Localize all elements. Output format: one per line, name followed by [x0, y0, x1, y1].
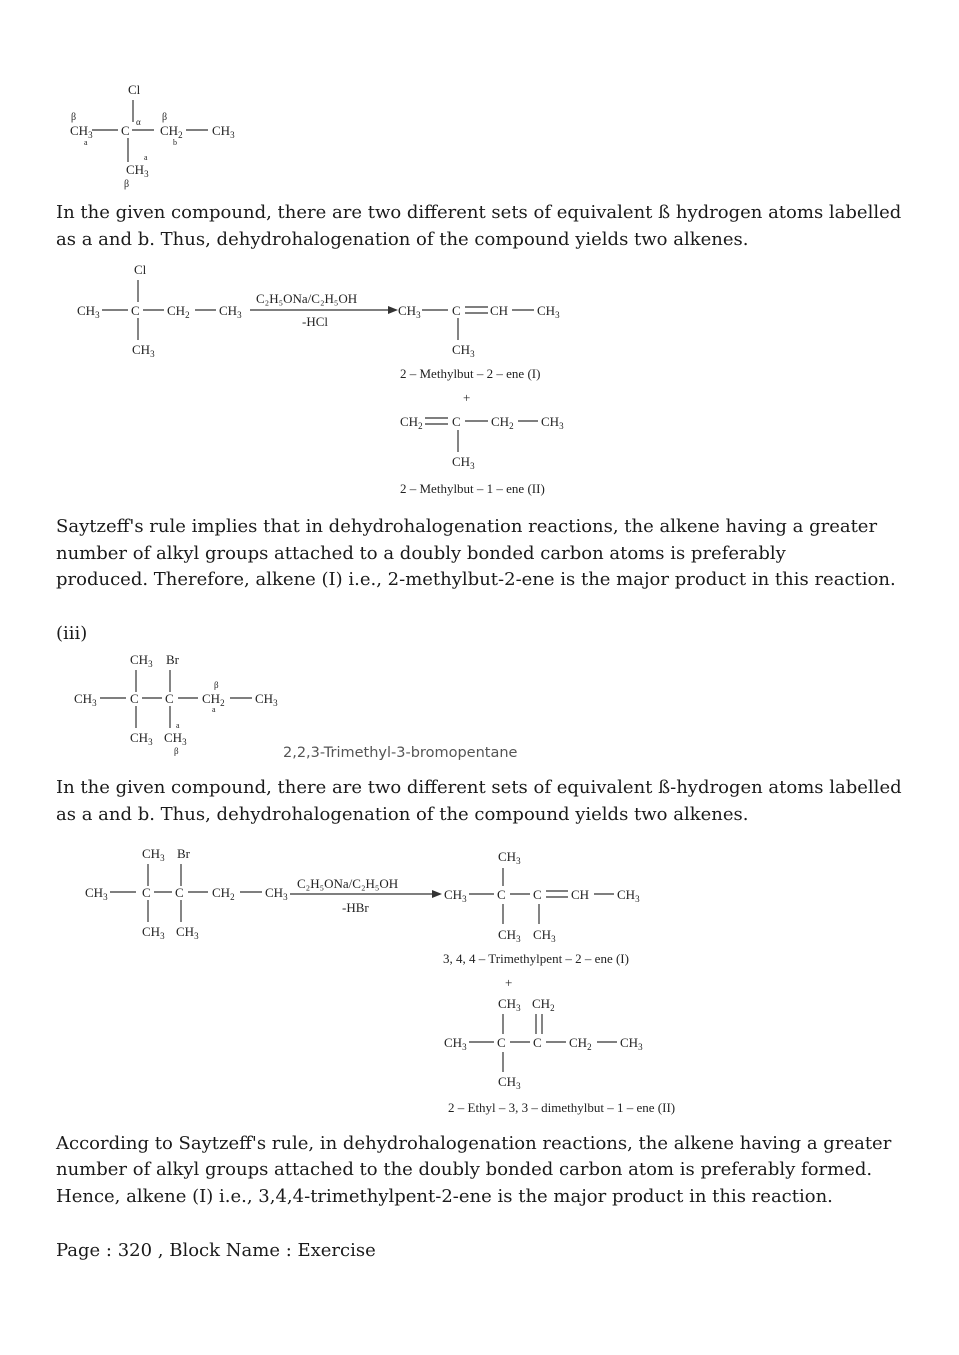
svg-text:CH3: $CH_3$: [498, 1074, 521, 1091]
svg-text:CH3: $CH_3$: [126, 162, 149, 179]
paragraph-4c: Hence, alkene (I) i.e., 3,4,4-trimethylpent-2-ene is the major product in this reaction.: [56, 1186, 833, 1207]
svg-text:CH3: $CH_3$: [142, 924, 165, 941]
svg-text:CH2: $CH_2$: [160, 123, 183, 140]
svg-text:Br: Br: [177, 846, 190, 861]
fig1-cl: Cl: [128, 82, 141, 97]
svg-text:CH2: $CH_2$: [569, 1035, 592, 1052]
fig4-reagent: C₂H₅ONa/C₂H₅OH: [297, 876, 399, 891]
svg-text:+: +: [463, 390, 471, 405]
svg-text:CH3: $CH_3$: [74, 691, 97, 708]
svg-text:CH3: $CH_3$: [498, 849, 521, 866]
svg-text:+: +: [505, 975, 513, 990]
svg-text:CH3: $CH_3$: [498, 927, 521, 944]
svg-text:CH3: $CH_3$: [444, 1035, 467, 1052]
fig2-reagent: C₂H₅ONa/C₂H₅OH: [256, 291, 358, 306]
svg-text:CH3: $CH_3$: [219, 303, 242, 320]
svg-text:Cl: Cl: [134, 262, 147, 277]
svg-text:C: C: [175, 885, 184, 900]
fig4-product1-name: 3, 4, 4 – Trimethylpent – 2 – ene (I): [443, 951, 629, 966]
figure-reaction-1: [70, 258, 590, 503]
figure-reaction-2: [82, 842, 742, 1120]
svg-text:CH3: $CH_3$: [452, 342, 475, 359]
svg-text:b: b: [173, 138, 177, 147]
svg-text:CH2: $CH_2$: [212, 885, 235, 902]
svg-text:C: C: [452, 414, 461, 429]
svg-text:CH3: $CH_3$: [541, 414, 564, 431]
svg-text:CH3: $CH_3$: [444, 887, 467, 904]
svg-text:a: a: [212, 705, 216, 714]
svg-text:CH2: $CH_2$: [491, 414, 514, 431]
fig2-product1-name: 2 – Methylbut – 2 – ene (I): [400, 366, 541, 381]
page-footer: Page : 320 , Block Name : Exercise: [56, 1240, 376, 1261]
svg-text:CH3: $CH_3$: [212, 123, 235, 140]
svg-text:Br: Br: [166, 652, 179, 667]
svg-text:CH3: $CH_3$: [176, 924, 199, 941]
fig1-c: C: [121, 123, 130, 138]
svg-text:CH2: $CH_2$: [202, 691, 225, 708]
svg-text:CH2: $CH_2$: [532, 996, 555, 1013]
svg-text:CH3: $CH_3$: [617, 887, 640, 904]
svg-text:a: a: [176, 721, 180, 730]
fig1-alpha: α: [136, 117, 141, 127]
svg-text:CH: CH: [571, 887, 590, 902]
svg-text:CH3: $CH_3$: [130, 730, 153, 747]
svg-text:a: a: [144, 153, 148, 162]
paragraph-4a: According to Saytzeff's rule, in dehydrohalogenation reactions, the alkene having a greater: [56, 1133, 892, 1154]
svg-text:CH3: $CH_3$: [85, 885, 108, 902]
svg-text:β: β: [124, 179, 130, 190]
paragraph-3: In the given compound, there are two different sets of equivalent ß-hydrogen atoms labelled as a and b. Thus, dehydrohalogenation of the compound yields two alkenes.: [56, 777, 902, 825]
svg-text:CH3: $CH_3$: [164, 730, 187, 747]
fig2-byproduct: -HCl: [302, 314, 328, 329]
svg-text:CH3: $CH_3$: [130, 652, 153, 669]
svg-text:β: β: [162, 112, 168, 123]
svg-text:CH2: $CH_2$: [400, 414, 423, 431]
svg-text:CH2: $CH_2$: [167, 303, 190, 320]
svg-text:a: a: [84, 138, 88, 147]
part-label: (iii): [56, 623, 88, 644]
fig2-product2-name: 2 – Methylbut – 1 – ene (II): [400, 481, 545, 496]
fig3-compound-name: 2,2,3-Trimethyl-3-bromopentane: [283, 745, 518, 761]
svg-text:CH3: $CH_3$: [537, 303, 560, 320]
paragraph-1: In the given compound, there are two different sets of equivalent ß hydrogen atoms labelled as a and b. Thus, dehydrohalogenation of the compound yields two alkenes.: [56, 202, 902, 250]
svg-text:CH3: $CH_3$: [498, 996, 521, 1013]
fig4-byproduct: -HBr: [342, 900, 369, 915]
figure-trimethyl-bromopentane: [70, 648, 580, 763]
svg-text:CH3: $CH_3$: [620, 1035, 643, 1052]
svg-text:CH3: $CH_3$: [533, 927, 556, 944]
svg-text:C: C: [452, 303, 461, 318]
figure-2-chloro-2-methylbutane: [56, 78, 256, 193]
svg-text:CH3: $CH_3$: [70, 123, 93, 140]
paragraph-4b: number of alkyl groups attached to the doubly bonded carbon atom is preferably formed.: [56, 1159, 873, 1180]
svg-text:C: C: [131, 303, 140, 318]
paragraph-2a: Saytzeff's rule implies that in dehydrohalogenation reactions, the alkene having a greater number of alkyl groups attached to a doubly bonded carbon atoms is preferably: [56, 516, 878, 564]
svg-text:CH: CH: [490, 303, 509, 318]
svg-text:β: β: [214, 680, 219, 690]
fig1-beta-left: β: [71, 112, 77, 123]
fig4-product2-name: 2 – Ethyl – 3, 3 – dimethylbut – 1 – ene (II): [448, 1100, 676, 1115]
svg-text:CH3: $CH_3$: [132, 342, 155, 359]
svg-text:CH3: $CH_3$: [398, 303, 421, 320]
svg-text:C: C: [533, 1035, 542, 1050]
svg-text:C: C: [142, 885, 151, 900]
svg-text:CH3: $CH_3$: [77, 303, 100, 320]
svg-text:C: C: [165, 691, 174, 706]
svg-text:CH3: $CH_3$: [265, 885, 288, 902]
svg-text:C: C: [497, 887, 506, 902]
svg-text:CH3: $CH_3$: [142, 846, 165, 863]
svg-text:β: β: [174, 746, 179, 756]
svg-text:CH3: $CH_3$: [452, 454, 475, 471]
svg-text:C: C: [533, 887, 542, 902]
svg-text:C: C: [497, 1035, 506, 1050]
svg-text:CH3: $CH_3$: [255, 691, 278, 708]
paragraph-2b: produced. Therefore, alkene (I) i.e., 2-methylbut-2-ene is the major product in this reaction.: [56, 569, 896, 590]
svg-text:C: C: [130, 691, 139, 706]
